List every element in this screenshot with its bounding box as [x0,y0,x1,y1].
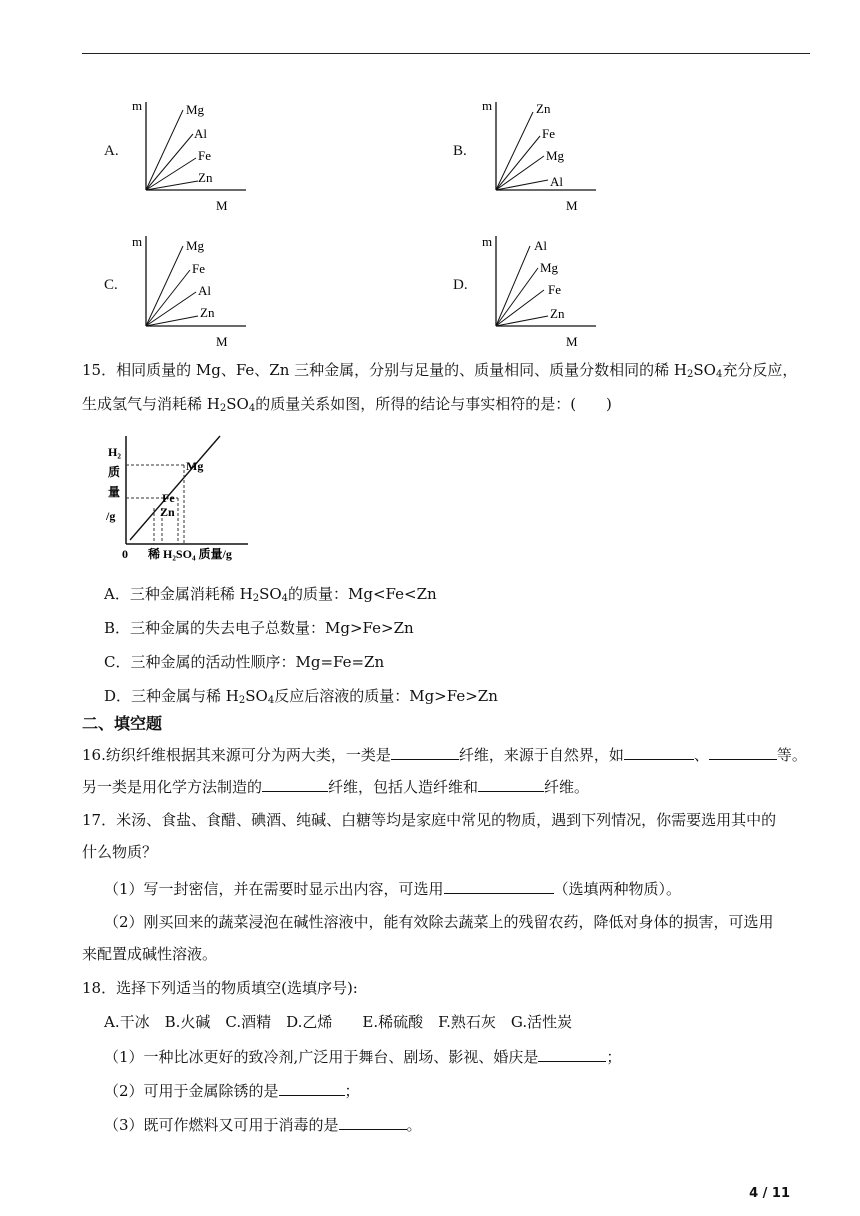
q15-option-c[interactable]: C．三种金属的活动性顺序：Mg=Fe=Zn [104,653,385,671]
option-d-y-axis-label: m [482,234,493,249]
option-d-label-2: Mg [540,260,559,275]
q18-choices: A.干冰 B.火碱 C.酒精 D.乙烯 E.稀硫酸 F.熟石灰 G.活性炭 [104,1013,573,1031]
q18-blank-3[interactable] [339,1114,407,1130]
q17-line1: 17．米汤、食盐、食醋、碘酒、纯碱、白糖等均是家庭中常见的物质，遇到下列情况，你需要选用其中的 [82,811,777,829]
q18-blank-2[interactable] [279,1080,345,1096]
header-rule [82,53,810,54]
q18-blank-1[interactable] [538,1046,606,1062]
q17-blank-1[interactable] [444,878,554,894]
option-b-x-axis-label: M [566,198,578,213]
option-d-label-1: Al [534,238,547,253]
option-b-label-3: Mg [546,148,565,163]
q16-line2: 另一类是用化学方法制造的 纤维，包括人造纤维和 纤维。 [82,778,590,796]
q15-stem-line2: 生成氢气与消耗稀 $H_2SO_4$的质量关系如图，所得的结论与事实相符的是：( ) [82,395,612,414]
option-a-y-axis-label: m [132,98,143,113]
option-c-label-2: Fe [192,261,205,276]
q15-option-b[interactable]: B．三种金属的失去电子总数量：Mg>Fe>Zn [104,619,414,637]
q16-blank-3[interactable] [709,744,777,760]
option-a-label-3: Fe [198,148,211,163]
option-c-x-axis-label: M [216,334,228,348]
option-a-x-axis-label: M [216,198,228,213]
option-a-chart [128,94,258,214]
q15-graph-label-fe: Fe [162,491,175,505]
option-c-letter[interactable]: C. [104,277,118,293]
option-c-label-4: Zn [200,305,215,320]
option-a-label-4: Zn [198,170,213,185]
option-c-y-axis-label: m [132,234,143,249]
q15-graph [98,432,258,566]
option-b-y-axis-label: m [482,98,493,113]
option-b-label-4: Al [550,174,563,189]
option-b-label-1: Zn [536,101,551,116]
q16-blank-4[interactable] [262,776,328,792]
q16-line1: 16.纺织纤维根据其来源可分为两大类，一类是 纤维，来源于自然界，如 、 等。 [82,746,807,764]
option-d-label-4: Zn [550,306,565,321]
option-d-chart [478,228,608,348]
q18-sub2: （2）可用于金属除锈的是 ； [104,1082,360,1100]
option-d-label-3: Fe [548,282,561,297]
option-b-label-2: Fe [542,126,555,141]
q15-graph-ylabel-1: H₂ [108,445,121,459]
option-c-chart [128,228,258,348]
q15-graph-label-mg: Mg [186,459,204,473]
option-a-label-1: Mg [186,102,205,117]
q17-line2: 什么物质？ [82,843,158,861]
q15-graph-label-zn: Zn [160,505,175,519]
option-d-letter[interactable]: D. [453,277,468,293]
q18-stem: 18．选择下列适当的物质填空(选填序号): [82,979,358,997]
q17-sub1: （1）写一封密信，并在需要时显示出内容，可选用 （选填两种物质）。 [104,880,682,898]
q15-option-d[interactable]: D．三种金属与稀 $H_2SO_4$反应后溶液的质量：Mg>Fe>Zn [104,687,498,706]
q16-blank-2[interactable] [624,744,694,760]
q15-option-a[interactable]: A．三种金属消耗稀 $H_2SO_4$的质量：Mg<Fe<Zn [104,585,437,604]
q16-blank-5[interactable] [478,776,544,792]
q18-sub3: （3）既可作燃料又可用于消毒的是 。 [104,1116,422,1134]
q15-stem-line1: 15．相同质量的 Mg、Fe、Zn 三种金属，分别与足量的、质量相同、质量分数相同的稀 $H_2SO_4$充分反应， [82,361,798,380]
option-a-label-2: Al [194,126,207,141]
option-c-label-1: Mg [186,238,205,253]
option-b-chart [478,94,608,214]
q15-graph-ylabel-4: /g [106,509,116,523]
page-number: 4 / 11 [749,1186,790,1201]
q18-sub1: （1）一种比冰更好的致冷剂,广泛用于舞台、剧场、影视、婚庆是 ； [104,1048,622,1066]
section-title: 二、填空题 [82,714,163,733]
q15-graph-origin: 0 [122,547,128,561]
option-c-label-3: Al [198,283,211,298]
q15-graph-ylabel-3: 量 [108,485,121,499]
option-a-letter[interactable]: A. [104,143,119,159]
option-b-letter[interactable]: B. [453,143,467,159]
q16-blank-1[interactable] [391,744,459,760]
q15-graph-xlabel: 稀 H₂SO₄ 质量/g [148,547,232,561]
q17-sub2-line1: （2）刚买回来的蔬菜浸泡在碱性溶液中，能有效除去蔬菜上的残留农药，降低对身体的损害，可选用 [104,913,774,931]
q17-sub2-line2: 来配置成碱性溶液。 [82,945,218,963]
option-d-x-axis-label: M [566,334,578,348]
q15-graph-ylabel-2: 质 [108,465,121,479]
